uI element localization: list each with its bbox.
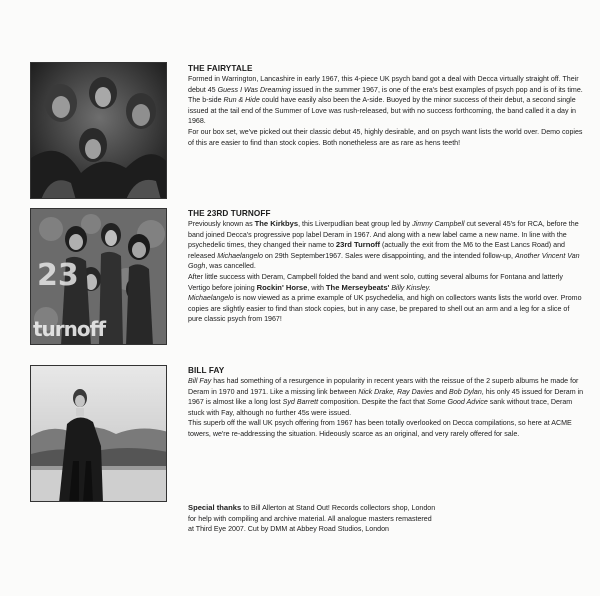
text-run: (actually the exit from the M6 to the East Lancs Road) and released <box>188 241 565 260</box>
text-run: issued in the summer 1967, is one of the era's best examples of psych pop and is of its time. <box>290 85 583 94</box>
text-run: cut several 45's for RCA, before the band joined Decca's progressive pop label Deram in 1967. And along with a new label came a new name. In line with the psychedelic times, they changed their name to <box>188 220 579 250</box>
text-run: After little success with Deram, Campbell folded the band and went solo, cutting several albums for Fontana and latterly Vertigo before joining <box>188 272 563 292</box>
turnoff-text <box>188 208 584 325</box>
person-name: Syd Barrett <box>282 398 319 407</box>
paragraph <box>188 376 584 418</box>
thanks-line-2: for help with compiling and archive material. All analogue masters remastered <box>188 514 432 523</box>
paragraph <box>188 293 584 325</box>
section-heading: THE 23RD TURNOFF <box>188 209 271 218</box>
text-run: has had something of a resurgence in popularity in recent years with the reissue of the 2 superb albums he made for Deram in 1970 and 1971. Like a missing link between <box>188 377 579 396</box>
person-name: Jimmy Campbell <box>412 220 465 228</box>
song-title: Some Good Advice <box>426 398 488 407</box>
band-name: 23rd Turnoff <box>335 240 381 250</box>
band-photo-fairytale <box>30 62 167 199</box>
album-art-number: 23 <box>37 258 79 293</box>
thanks-line-3: at Third Eye 2007. Cut by DMM at Abbey Road Studios, London <box>188 525 389 534</box>
turnoff-album-art <box>31 209 167 345</box>
paragraph <box>188 95 584 127</box>
band-name: The Kirkbys <box>254 219 299 228</box>
text-run: and <box>433 387 450 396</box>
text-run: on 29th September1967. Sales were disappointing, and the intended follow-up, <box>262 251 515 260</box>
text-run: sank without trace, Deram stuck with Fay, although no further 45s were issued. <box>188 398 573 417</box>
fairytale-text <box>188 63 584 148</box>
paragraph: For our box set, we've picked out their classic debut 45, highly desirable, and on psych want lists the world over. Demo copies of this are easier to find than stock copies. Both nonetheless are as rare as hens teeth! <box>188 127 583 147</box>
section-heading: BILL FAY <box>188 366 225 375</box>
band-photo-23rd-turnoff <box>30 208 167 345</box>
special-thanks <box>188 503 488 535</box>
text-run: is now viewed as a prime example of UK psychedelia, and high on collectors wants lists the world over. Promo copies are slightly easier to find than stock copies, but in any case, be prepared to shell out an arm and a leg for a slice of pure classic psych from 1967! <box>188 294 582 324</box>
text-run: Formed in Warrington, Lancashire in early 1967, this 4-piece UK psych band got a deal with Decca virtually straight off. Their debut 45 <box>188 75 579 94</box>
text-run: could have easily also been the A-side. Buoyed by the minor success of their debut, a second single issued at the tail end of the Summer of Love was rush-released, but with no success forthcoming, the band called it a day in 1968. <box>188 96 577 126</box>
band-name: Rockin' Horse <box>256 282 308 292</box>
bill-fay-text <box>188 365 584 440</box>
person-name: Nick Drake, Ray Davies <box>358 387 434 396</box>
text-run: Previously known as <box>188 220 255 228</box>
paragraph <box>188 219 584 272</box>
text-run: The b-side <box>188 96 224 105</box>
fairytale-photo-image <box>31 63 167 199</box>
person-name: Bill Fay <box>188 377 212 385</box>
song-title: Another Vincent Van Gogh <box>188 251 580 271</box>
text-run: to Bill Allerton at Stand Out! Records collectors shop, London <box>241 504 436 512</box>
person-name: Billy Kinsley. <box>389 283 431 292</box>
thanks-line-1 <box>188 503 488 514</box>
song-title: Run & Hide <box>223 96 260 105</box>
artist-photo-bill-fay <box>30 365 167 502</box>
text-run: , this Liverpudlian beat group led by <box>298 220 413 228</box>
bill-fay-photo-image <box>31 366 167 502</box>
text-run: , was cancelled. <box>205 262 256 271</box>
song-title: Michaelangelo <box>188 294 234 303</box>
text-run: , his only 45 issued for Deram in 1967 is almost like a long lost <box>188 387 584 407</box>
song-title: Michaelangelo <box>217 251 263 260</box>
album-art-word: turnoff <box>33 317 106 341</box>
paragraph: This superb off the wall UK psych offering from 1967 has been totally overlooked on Decca compilations, so here at ACME towers, we're re-addressing the situation. Hideously scarce as an original, and very rarely offered for sale. <box>188 419 572 438</box>
band-name: The Merseybeats' <box>325 282 390 292</box>
paragraph <box>188 74 584 95</box>
text-run: composition. Despite the fact that <box>318 398 427 407</box>
song-title: Guess I Was Dreaming <box>217 85 291 94</box>
thanks-heading: Special thanks <box>188 503 242 512</box>
person-name: Bob Dylan <box>449 387 482 396</box>
text-run: , with <box>307 283 326 292</box>
section-heading: THE FAIRYTALE <box>188 64 253 73</box>
paragraph <box>188 272 584 293</box>
